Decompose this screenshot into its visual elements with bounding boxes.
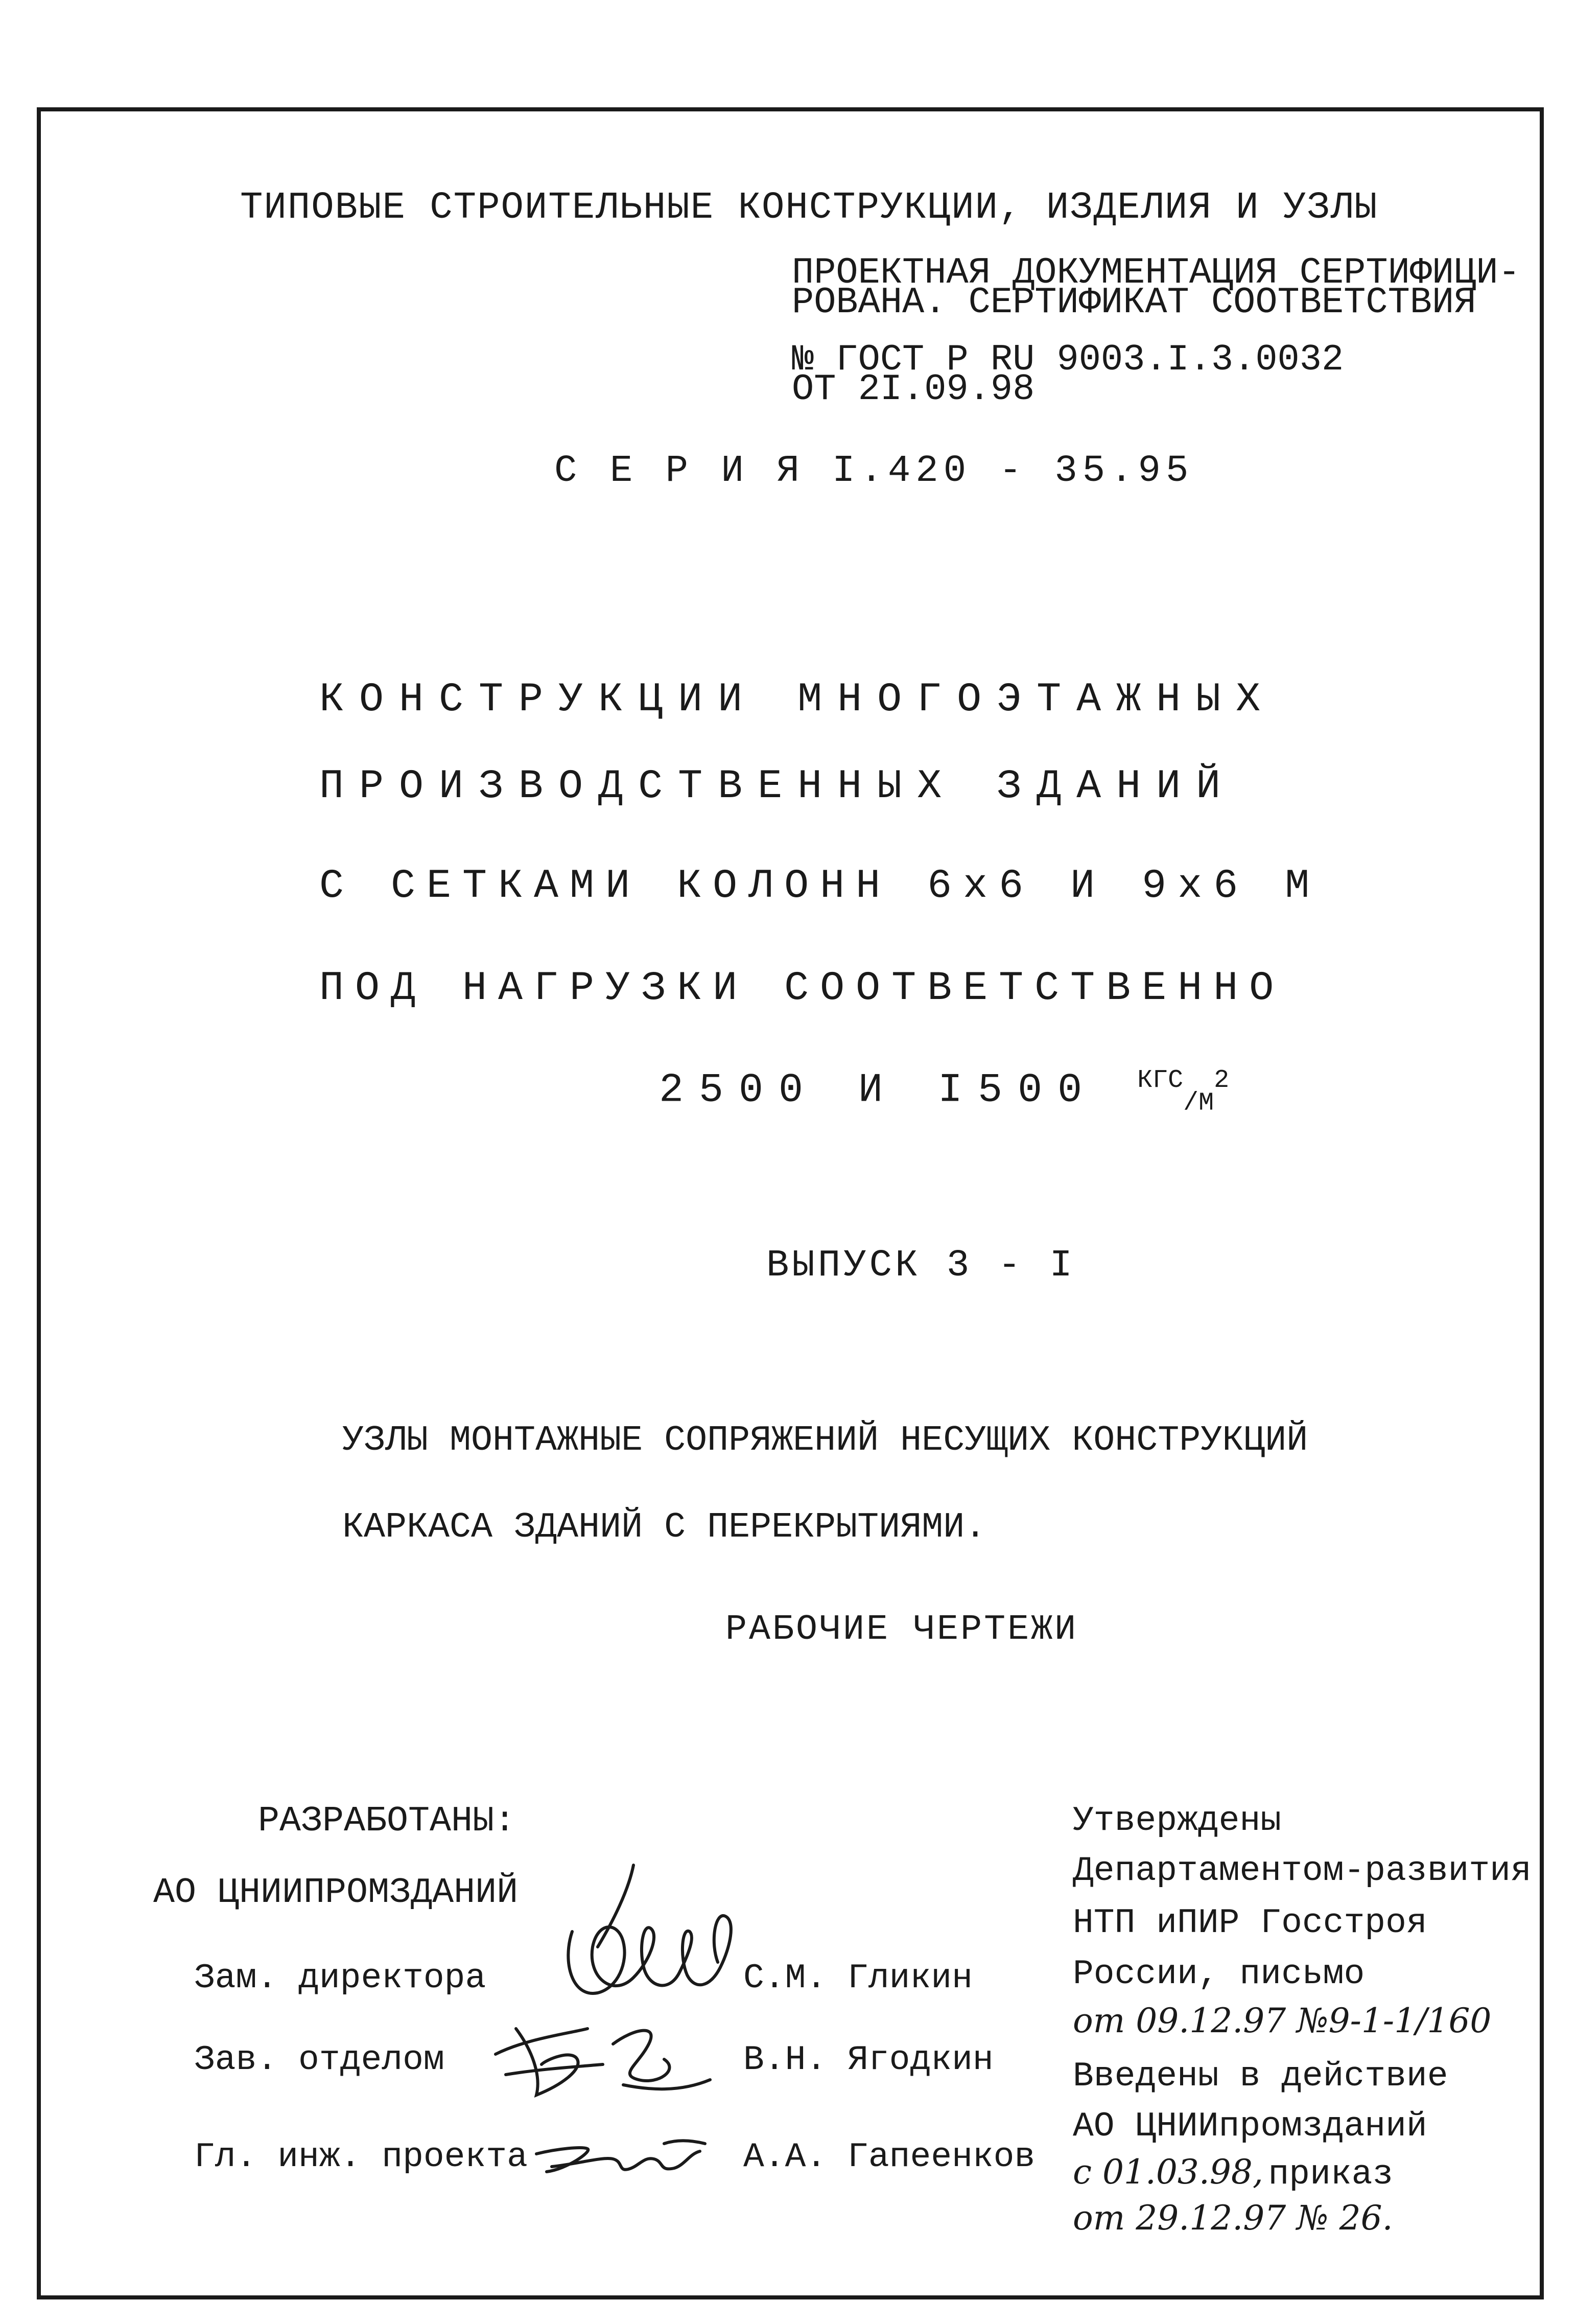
certificate-line: № ГОСТ Р RU 9003.I.3.0032	[792, 339, 1344, 381]
signatory-role: Зам. директора	[194, 1959, 486, 1998]
approval-letter-handwritten: от 09.12.97 №9-1-1/160	[1073, 2001, 1492, 2040]
approval-line: России, письмо	[1073, 1955, 1365, 1994]
title-line-1: КОНСТРУКЦИИ МНОГОЭТАЖНЫХ	[319, 677, 1276, 723]
order-number-handwritten: от 29.12.97 № 26.	[1073, 2198, 1393, 2238]
load-line	[659, 1068, 1229, 1117]
subject-line-1: УЗЛЫ МОНТАЖНЫЕ СОПРЯЖЕНИЙ НЕСУЩИХ КОНСТРУКЦИЙ	[342, 1421, 1308, 1461]
signature-gapeenkov	[526, 2128, 720, 2184]
order-date-handwritten: с 01.03.98,	[1073, 2152, 1263, 2192]
signatory-name: А.А. Гапеенков	[743, 2137, 1036, 2177]
signatory-role: Зав. отделом	[194, 2040, 444, 2080]
order-line	[1073, 2152, 1394, 2194]
signatory-role: Гл. инж. проекта	[194, 2137, 528, 2177]
header-title: ТИПОВЫЕ СТРОИТЕЛЬНЫЕ КОНСТРУКЦИИ, ИЗДЕЛИЯ И УЗЛЫ	[240, 187, 1378, 229]
introduction-line: Введены в действие	[1073, 2057, 1448, 2096]
approval-line: Департаментом-развития	[1073, 1851, 1532, 1891]
load-unit-numerator: КГС	[1137, 1066, 1184, 1095]
document-type: РАБОЧИЕ ЧЕРТЕЖИ	[725, 1610, 1078, 1650]
certificate-line: ОТ 2I.09.98	[792, 368, 1035, 410]
title-line-4: ПОД НАГРУЗКИ СООТВЕТСТВЕННО	[319, 965, 1285, 1012]
developed-label: РАЗРАБОТАНЫ:	[258, 1801, 516, 1842]
title-line-2: ПРОИЗВОДСТВЕННЫХ ЗДАНИЙ	[319, 763, 1236, 810]
signatory-name: С.М. Гликин	[743, 1959, 973, 1998]
issue-number: ВЫПУСК 3 - I	[766, 1244, 1075, 1287]
introduction-line: АО ЦНИИпромзданий	[1073, 2107, 1427, 2146]
approval-line: НТП иПИР Госстроя	[1073, 1903, 1427, 1943]
title-line-3: С СЕТКАМИ КОЛОНН 6х6 И 9х6 М	[319, 863, 1321, 910]
load-unit-denominator: /М	[1183, 1088, 1214, 1118]
load-unit-exponent: 2	[1214, 1066, 1230, 1095]
approval-line: Утверждены	[1073, 1801, 1282, 1841]
certificate-line: ПРОЕКТНАЯ ДОКУМЕНТАЦИЯ СЕРТИФИЦИ-	[792, 252, 1520, 294]
developer-org: АО ЦНИИПРОМЗДАНИЙ	[153, 1873, 519, 1913]
signature-glikin	[542, 1860, 756, 2029]
signature-yagodkin	[485, 2008, 720, 2110]
order-label: приказ	[1268, 2155, 1394, 2194]
signatory-name: В.Н. Ягодкин	[743, 2040, 994, 2080]
certificate-line: РОВАНА. СЕРТИФИКАТ СООТВЕТСТВИЯ	[792, 282, 1476, 323]
subject-line-2: КАРКАСА ЗДАНИЙ С ПЕРЕКРЫТИЯМИ.	[342, 1507, 986, 1548]
load-value: 2500 И I500	[659, 1067, 1098, 1114]
series-number: С Е Р И Я I.420 - 35.95	[554, 450, 1194, 493]
